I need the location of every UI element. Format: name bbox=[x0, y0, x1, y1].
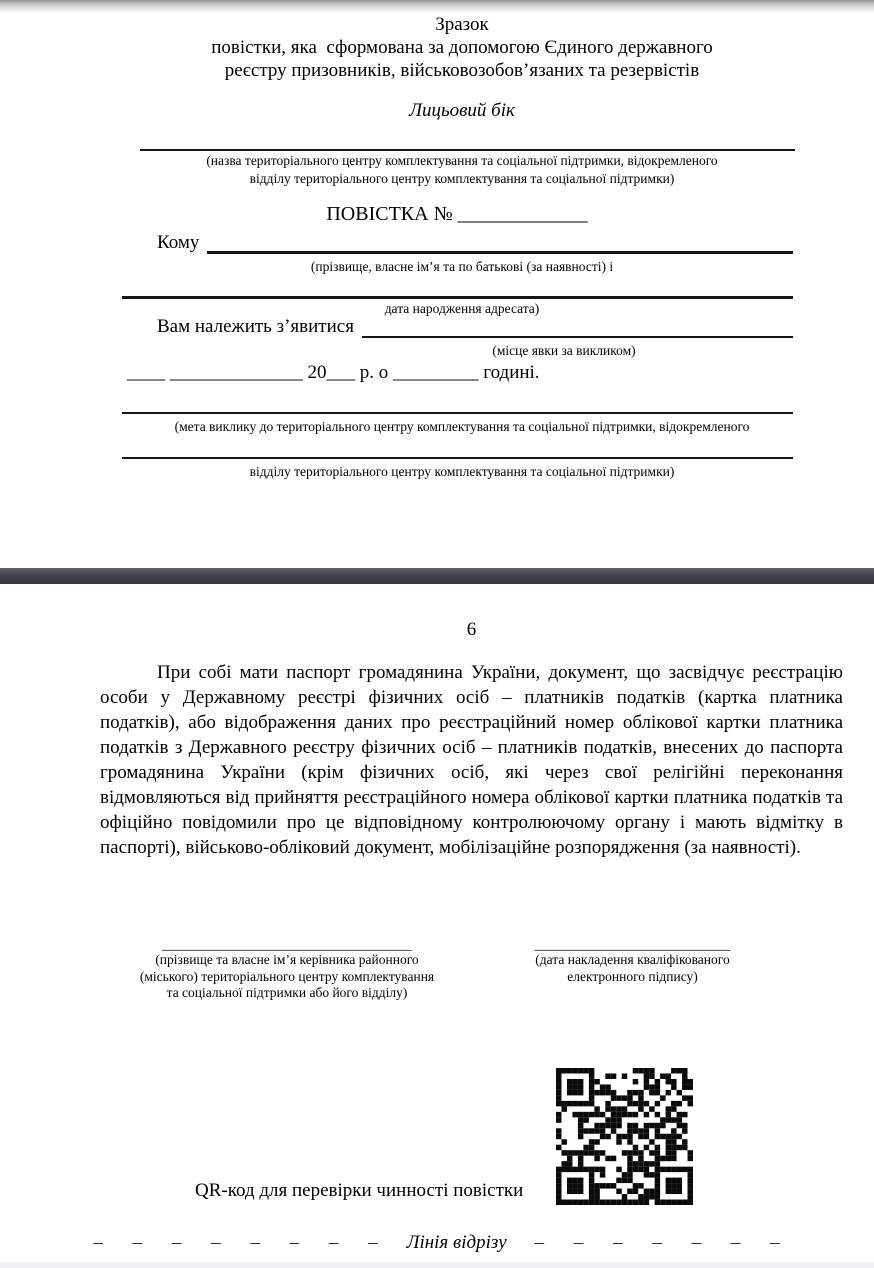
heading-line-1: Зразок bbox=[435, 14, 489, 35]
documents-required-paragraph: При собі мати паспорт громадянина України, документ, що засвідчує реєстрацію особи у Державному реєстрі фізичних осіб – платників податків (картка платника податків), або відображення даних про реєстраційний номер облікової картки платника податків з Державного реєстру фізичних осіб – платників податків, внесених до паспорта громадянина України (крім фізичних осіб, які через свої релігійні переконання відмовляються від прийняття реєстраційного номера облікової картки платника податків та офіційно повідомили про це відповідному контролюючому органу і мають відмітку в паспорті), військово-обліковий документ, мобілізаційне розпорядження (за наявності). bbox=[100, 662, 843, 858]
qr-caption: QR-код для перевірки чинності повістки bbox=[195, 1180, 524, 1201]
summons-number-title: ПОВІСТКА № _____________ bbox=[326, 203, 588, 225]
signature-right-block bbox=[515, 938, 750, 985]
addressee-caption-line-1: (прізвище, власне ім’я та по батькові (за наявності) і bbox=[310, 259, 614, 274]
viewer-bottom-edge bbox=[0, 1262, 874, 1268]
heading-line-2: повістки, яка сформована за допомогою Єдиного державного bbox=[211, 37, 713, 58]
purpose-caption-line-1: (мета виклику до територіального центру комплектування та соціальної підтримки, відокремленого bbox=[174, 419, 750, 434]
purpose-blank-line-2 bbox=[122, 444, 793, 459]
qr-code bbox=[556, 1068, 693, 1205]
purpose-blank-line-1 bbox=[122, 399, 793, 414]
signature-left-caption-3: та соціальної підтримки або його відділу) bbox=[166, 985, 408, 1000]
front-side-label: Лицьовий бік bbox=[409, 100, 515, 121]
appear-place-blank-line bbox=[362, 316, 793, 338]
heading-line-3: реєстру призовників, військовозобов’язаних та резервістів bbox=[224, 60, 700, 81]
cut-line-label: Лінія відрізу bbox=[406, 1232, 507, 1253]
cut-dashes-left: – – – – – – – – bbox=[93, 1232, 379, 1253]
addressee-caption-line-2: дата народження адресата) bbox=[384, 301, 540, 316]
signature-right-caption-2: електронного підпису) bbox=[567, 968, 698, 984]
page-separator-bar bbox=[0, 568, 874, 584]
appear-label: Вам належить з’явитися bbox=[157, 316, 354, 337]
cut-line bbox=[0, 1232, 874, 1254]
signature-left-blank-line: _____________________________________ bbox=[162, 937, 412, 952]
purpose-caption-line-2: відділу територіального центру комплектування та соціальної підтримки) bbox=[249, 464, 675, 479]
addressee-label: Кому bbox=[157, 232, 200, 253]
signature-left-caption-2: (міського) територіального центру комплектування bbox=[139, 968, 435, 984]
appear-place-caption: (місце явки за викликом) bbox=[492, 343, 636, 358]
tcc-name-blank-line bbox=[140, 134, 795, 151]
signature-left-caption-1: (прізвище та власне ім’я керівника районного bbox=[155, 952, 419, 967]
addressee-row bbox=[157, 231, 793, 254]
viewer-top-shadow bbox=[0, 0, 874, 13]
addressee-blank-line bbox=[207, 231, 793, 254]
appear-datetime-line: ____ ______________ 20___ р. о _________ годині. bbox=[127, 362, 540, 383]
signature-right-caption-1: (дата накладення кваліфікованого bbox=[535, 952, 730, 967]
tcc-caption-line-2: відділу територіального центру комплектування та соціальної підтримки) bbox=[249, 171, 675, 186]
signature-date-blank-line: _____________________________ bbox=[534, 937, 731, 952]
birthdate-blank-line bbox=[122, 283, 793, 299]
cut-dashes-right: – – – – – – – bbox=[534, 1232, 781, 1253]
appear-row bbox=[157, 316, 793, 338]
page-number: 6 bbox=[466, 619, 477, 640]
tcc-caption-line-1: (назва територіального центру комплектування та соціальної підтримки, відокремленого bbox=[206, 153, 718, 168]
sample-heading bbox=[0, 13, 874, 82]
signature-left-block bbox=[113, 938, 461, 1002]
